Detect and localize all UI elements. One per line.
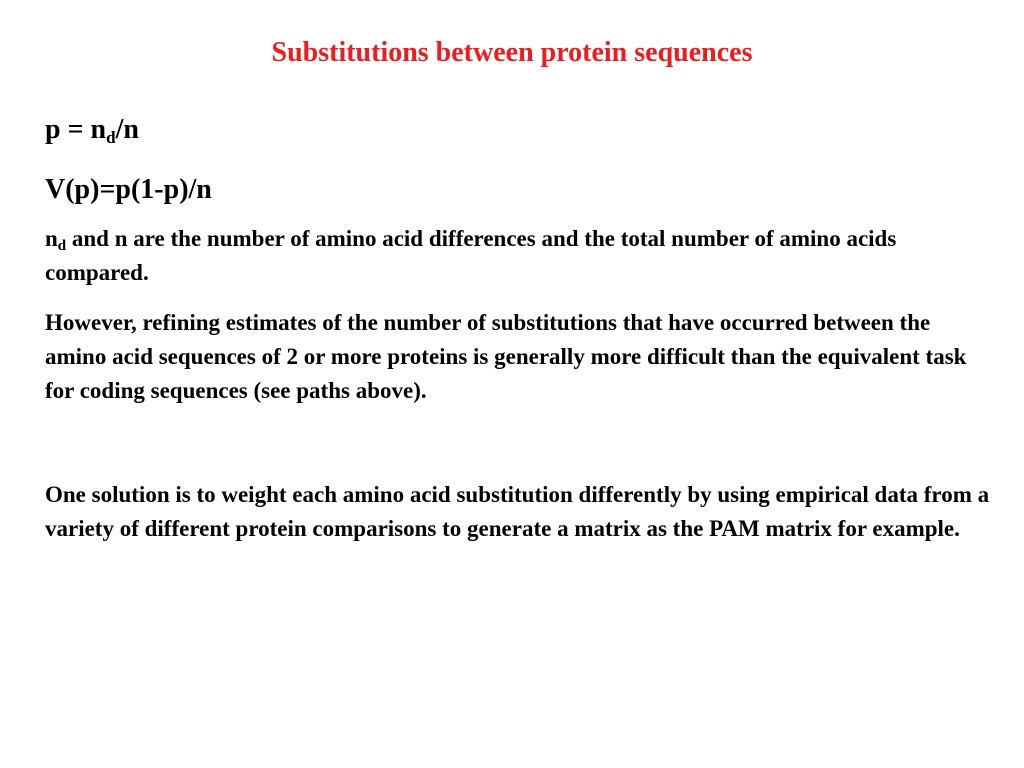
- definition-text: and n are the number of amino acid differences and the total number of amino acids compared.: [45, 226, 897, 285]
- slide-content: [45, 112, 995, 546]
- definition-var: n: [45, 226, 58, 251]
- formula-proportion-lhs: p = n: [45, 114, 107, 145]
- formula-proportion-subscript: d: [106, 128, 116, 147]
- definition-paragraph: [45, 222, 995, 290]
- solution-paragraph: One solution is to weight each amino acid substitution differently by using empirical data from a variety of different protein comparisons to generate a matrix as the PAM matrix for example.: [45, 482, 990, 541]
- formula-proportion: [45, 112, 995, 148]
- however-paragraph: However, refining estimates of the number of substitutions that have occurred between the amino acid sequences of 2 or more proteins is generally more difficult than the equivalent task for coding sequences (see paths above).: [45, 310, 967, 403]
- slide-title: Substitutions between protein sequences: [271, 37, 753, 68]
- formula-variance: V(p)=p(1-p)/n: [45, 174, 212, 205]
- definition-subscript: d: [57, 238, 67, 254]
- formula-proportion-rhs: /n: [115, 114, 139, 145]
